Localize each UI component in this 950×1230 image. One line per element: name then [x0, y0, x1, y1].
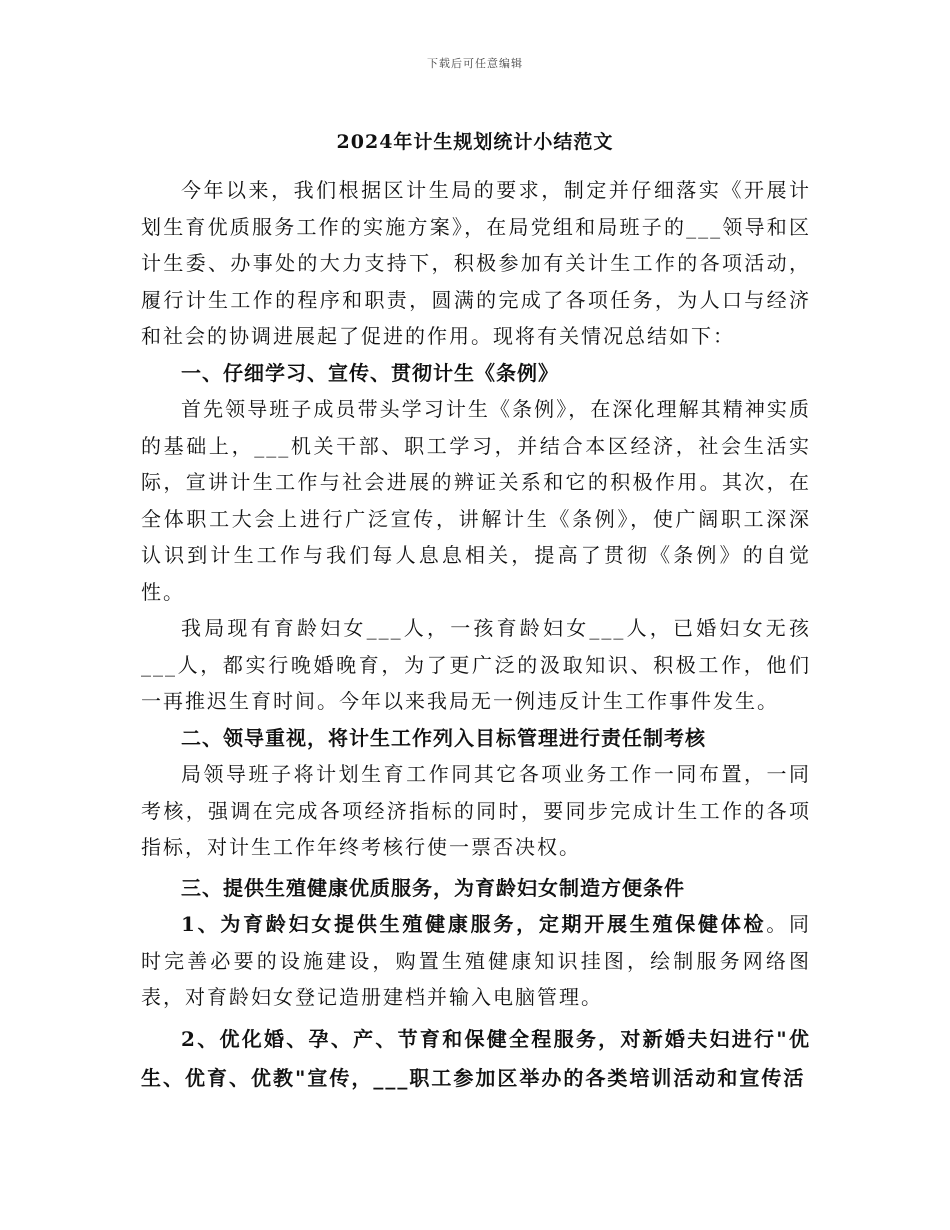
- section-heading-2: 二、领导重视，将计生工作列入目标管理进行责任制考核: [181, 725, 706, 750]
- section-3-item-1-lead: 1、为育龄妇女提供生殖健康服务，定期开展生殖保健体检: [181, 912, 767, 936]
- document-body: [141, 172, 811, 1098]
- document-title: 2024年计生规划统计小结范文: [336, 131, 614, 153]
- section-heading-3: 三、提供生殖健康优质服务，为育龄妇女制造方便条件: [181, 875, 685, 900]
- section-3-item-2: 2、优化婚、孕、产、节育和保健全程服务，对新婚夫妇进行"优生、优育、优教"宣传，___职工参加区举办的各类培训活动和宣传活: [141, 1026, 811, 1090]
- section-3-item-1-text: 。同时完善必要的设施建设，购置生殖健康知识挂图，绘制服务网络图表，对育龄妇女登记造册建档并输入电脑管理。: [141, 912, 811, 1009]
- section-2-paragraph-1: 局领导班子将计划生育工作同其它各项业务工作一同布置，一同考核，强调在完成各项经济指标的同时，要同步完成计生工作的各项指标，对计生工作年终考核行使一票否决权。: [141, 762, 811, 859]
- section-heading-1: 一、仔细学习、宣传、贯彻计生《条例》: [181, 360, 559, 385]
- section-3-item-1: [141, 906, 811, 1016]
- section-1-paragraph-1: 首先领导班子成员带头学习计生《条例》，在深化理解其精神实质的基础上，___机关干部、职工学习，并结合本区经济，社会生活实际，宣讲计生工作与社会进展的辨证关系和它的积极作用。其次，在全体职工大会上进行广泛宣传，讲解计生《条例》，使广阔职工深深认识到计生工作与我们每人息息相关，提高了贯彻《条例》的自觉性。: [141, 397, 811, 604]
- intro-paragraph: 今年以来，我们根据区计生局的要求，制定并仔细落实《开展计划生育优质服务工作的实施方案》，在局党组和局班子的___领导和区计生委、办事处的大力支持下，积极参加有关计生工作的各项活动，履行计生工作的程序和职责，圆满的完成了各项任务，为人口与经济和社会的协调进展起了促进的作用。现将有关情况总结如下：: [141, 178, 811, 348]
- header-note: 下载后可任意编辑: [427, 57, 523, 70]
- section-1-paragraph-2: 我局现有育龄妇女___人，一孩育龄妇女___人，已婚妇女无孩___人，都实行晚婚晚育，为了更广泛的汲取知识、积极工作，他们一再推迟生育时间。今年以来我局无一例违反计生工作事件发生。: [141, 616, 811, 713]
